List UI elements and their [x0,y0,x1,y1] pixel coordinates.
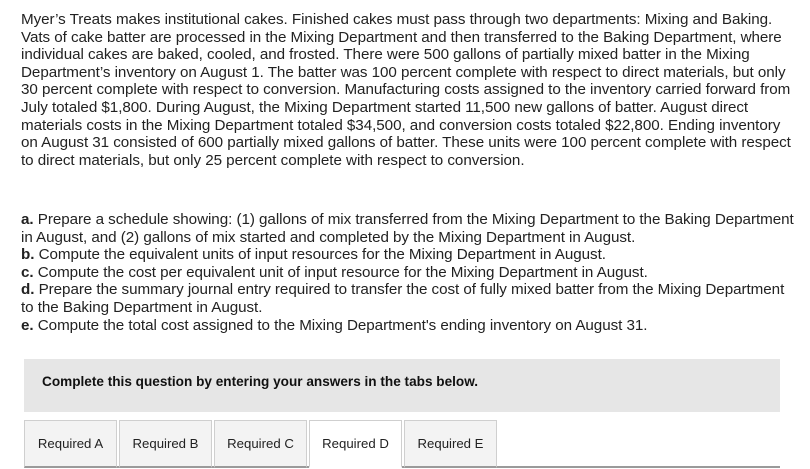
instructions-text: Complete this question by entering your answers in the tabs below. [42,374,479,389]
task-b-text: Compute the equivalent units of input resources for the Mixing Department in August. [38,246,606,264]
task-e-text: Compute the total cost assigned to the Mixing Department's ending inventory on August 31. [37,316,648,334]
instructions-banner [24,359,780,412]
task-list [21,211,796,334]
tab-required-a[interactable] [24,420,117,468]
tab-required-e[interactable] [404,420,497,468]
task-c [21,264,796,282]
task-c-label: c. [21,263,34,281]
task-e [21,317,796,335]
task-d [21,281,796,316]
task-a [21,211,796,246]
task-b-label: b. [21,246,35,264]
task-d-label: d. [21,281,35,299]
tab-required-d-label: Required D [322,436,389,451]
tab-required-b-label: Required B [132,436,199,451]
tab-bar [24,420,499,468]
task-e-label: e. [21,316,34,334]
tab-required-a-label: Required A [37,436,104,451]
task-d-text: Prepare the summary journal entry required to transfer the cost of fully mixed batter from the Mixing Department to the Baking Department in August. [21,281,785,316]
task-b [21,246,796,264]
tab-required-c[interactable] [214,420,307,468]
task-a-label: a. [21,211,34,228]
task-a-text: Prepare a schedule showing: (1) gallons of mix transferred from the Mixing Department to the Baking Department in August, and (2) gallons of mix started and completed by the Mixing Department in August. [21,211,794,246]
problem-statement [21,11,796,169]
problem-text: Myer’s Treats makes institutional cakes. Finished cakes must pass through two departments: Mixing and Baking. Vats of cake batter are processed in the Mixing Department and then transferred to the Baking Department, where individual cakes are baked, cooled, and frosted. There were 500 gallons of partially mixed batter in the Mixing Department’s inventory on August 1. The batter was 100 percent complete with respect to direct materials, but only 30 percent complete with respect to conversion. Manufacturing costs assigned to the inventory carried forward from July totaled $1,800. During August, the Mixing Department started 11,500 new gallons of batter. August direct materials costs in the Mixing Department totaled $34,500, and conversion costs totaled $22,800. Ending inventory on August 31 consisted of 600 partially mixed gallons of batter. These units were 100 percent complete with respect to direct materials, but only 25 percent complete with respect to conversion. [21,11,791,169]
tab-required-d[interactable] [309,420,402,468]
tab-required-c-label: Required C [227,436,294,451]
tab-required-e-label: Required E [417,436,484,451]
tab-required-b[interactable] [119,420,212,468]
task-c-text: Compute the cost per equivalent unit of input resource for the Mixing Department in August. [37,263,648,281]
